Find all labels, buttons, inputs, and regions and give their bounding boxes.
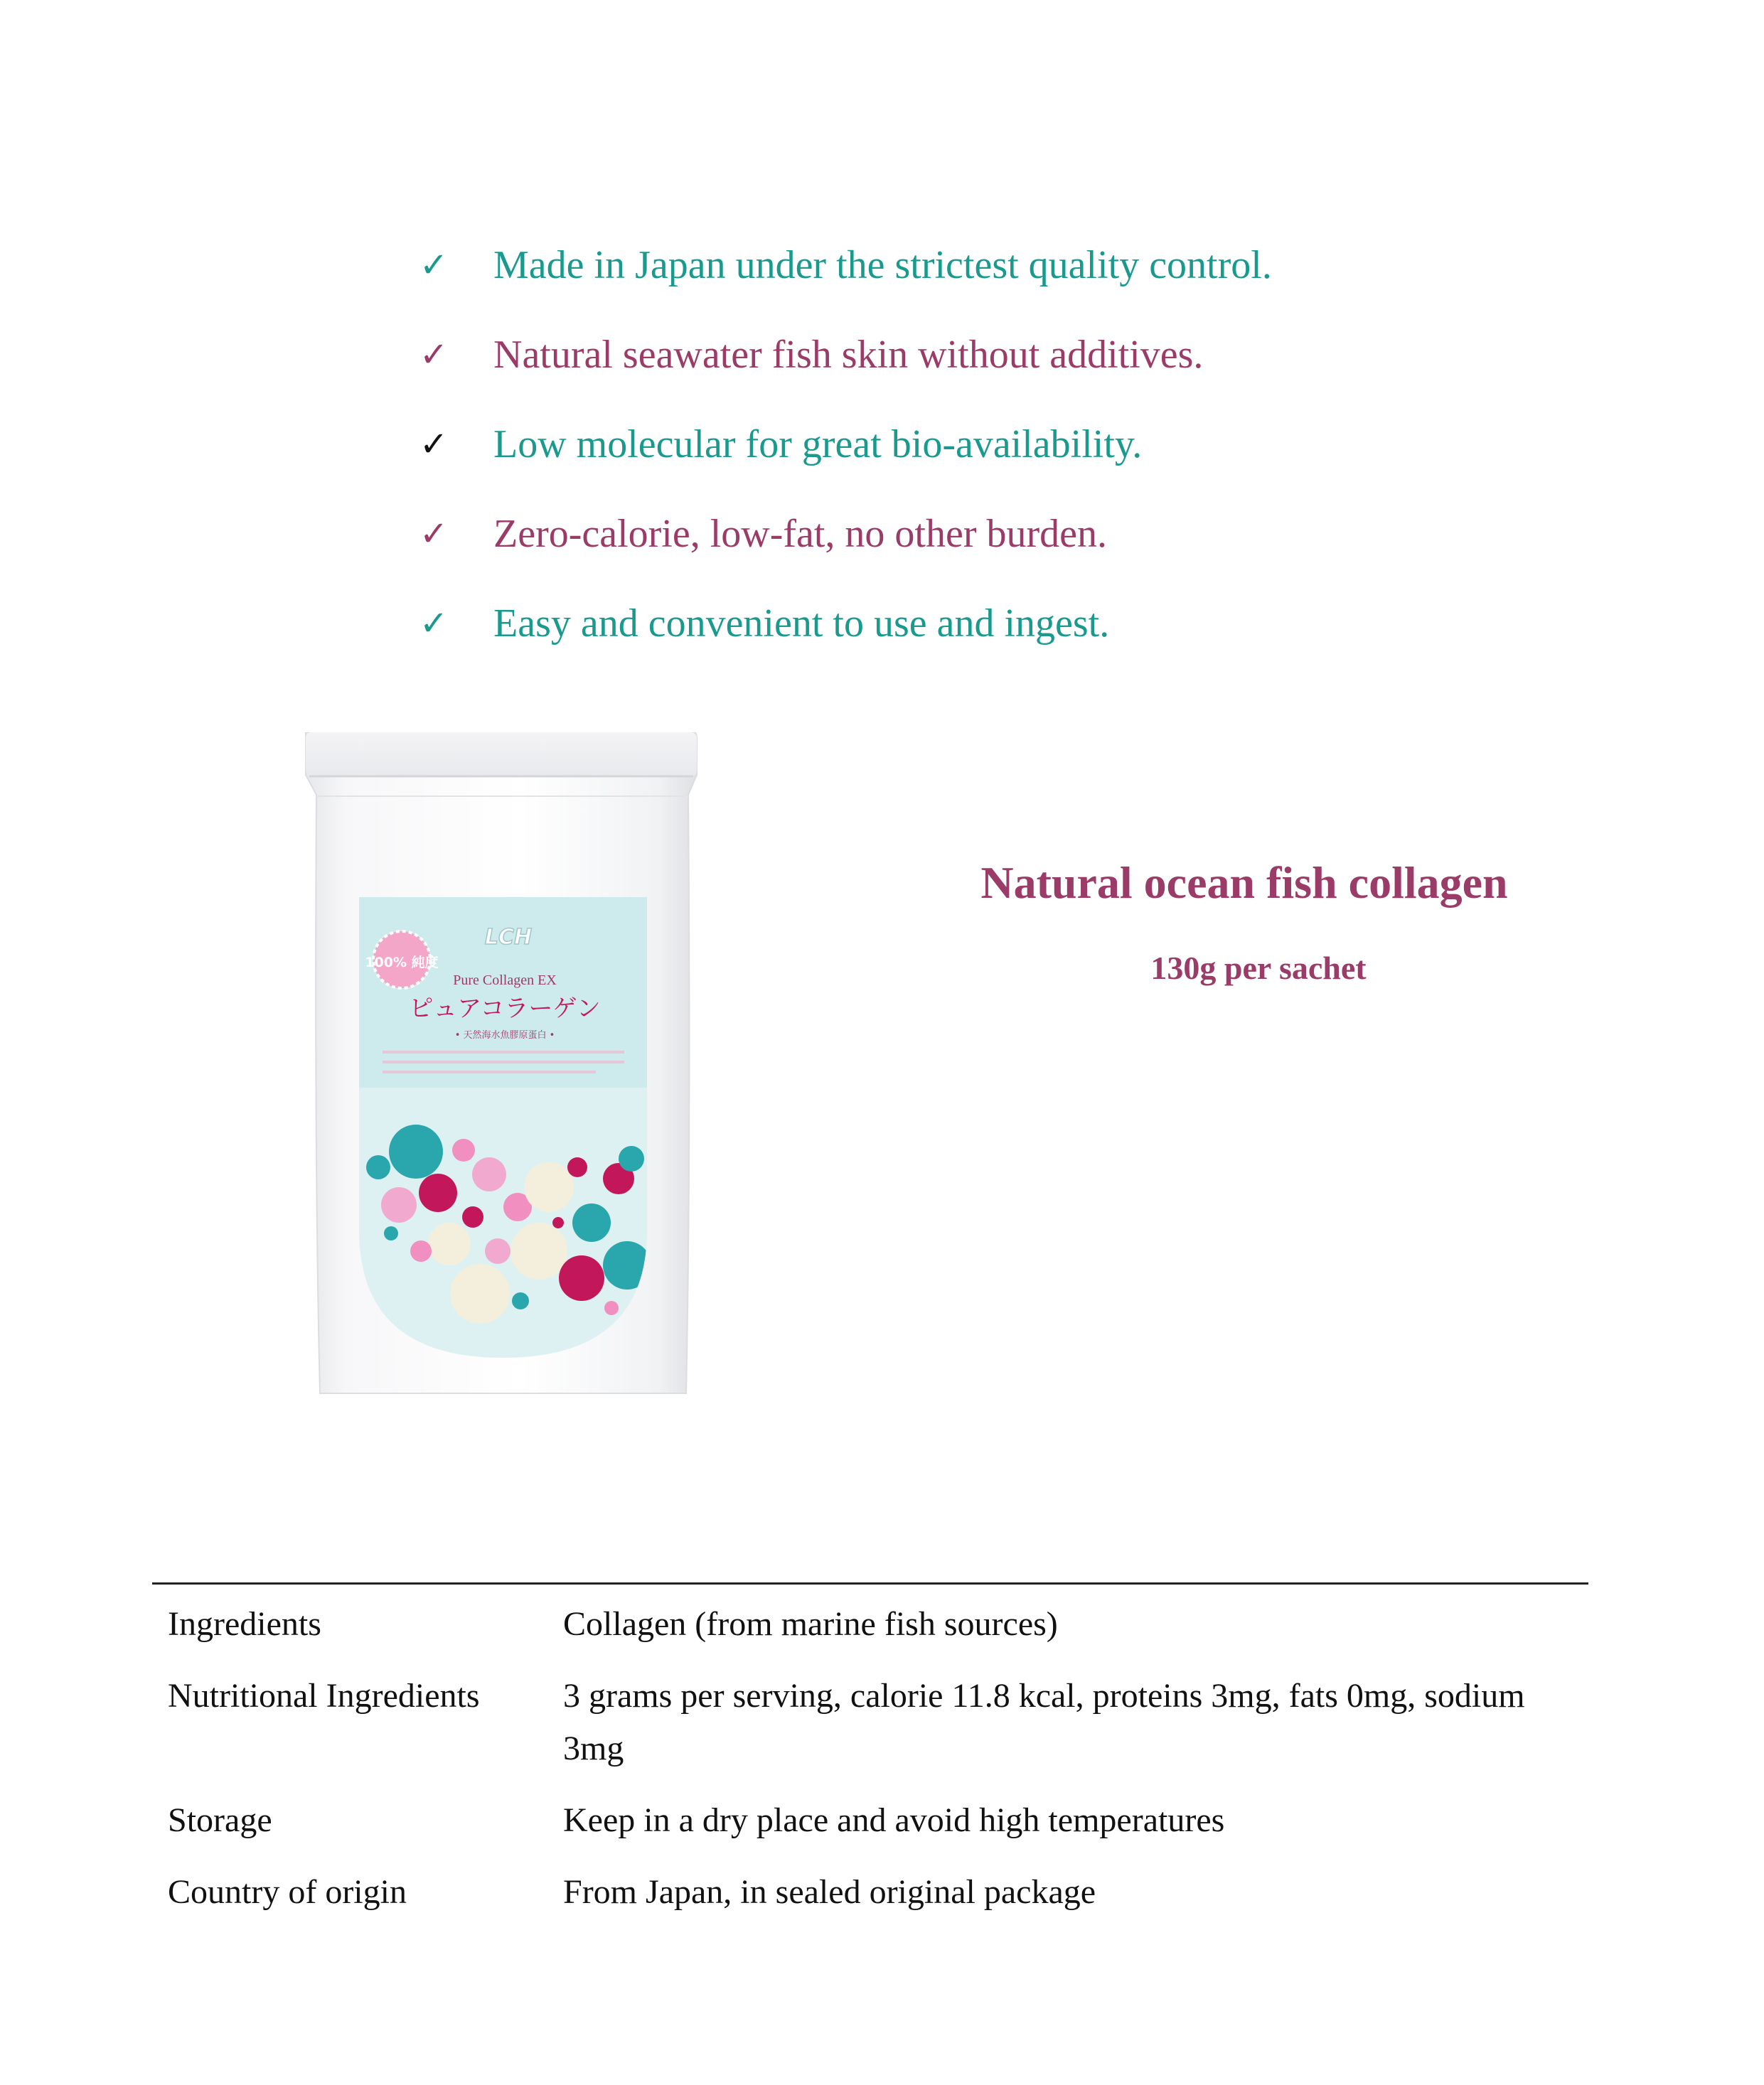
feature-text: Easy and convenient to use and ingest. xyxy=(493,601,1110,645)
spec-label: Country of origin xyxy=(168,1873,407,1911)
checkmark-icon: ✓ xyxy=(419,424,449,464)
spec-table-divider xyxy=(152,1582,1588,1585)
feature-text: Low molecular for great bio-availability. xyxy=(493,422,1143,466)
package-badge: 100% 純度 xyxy=(365,955,439,970)
feature-text: Zero-calorie, low-fat, no other burden. xyxy=(493,512,1107,556)
checkmark-icon: ✓ xyxy=(419,604,449,643)
spec-row xyxy=(168,1598,1583,1651)
feature-list xyxy=(419,220,1272,668)
feature-item xyxy=(419,310,1272,400)
product-title: Natural ocean fish collagen xyxy=(980,857,1508,908)
spec-row xyxy=(168,1866,1583,1919)
spec-row xyxy=(168,1670,1583,1775)
product-package-image xyxy=(299,732,704,1397)
package-japanese-name: ピュアコラーゲン xyxy=(409,995,601,1023)
feature-text: Natural seawater fish skin without additives. xyxy=(493,333,1204,377)
spec-value: From Japan, in sealed original package xyxy=(563,1873,1096,1911)
spec-value: Collagen (from marine fish sources) xyxy=(563,1605,1058,1643)
feature-item xyxy=(419,579,1272,668)
spec-row xyxy=(168,1794,1583,1847)
feature-text: Made in Japan under the strictest quality control. xyxy=(493,243,1272,287)
feature-item xyxy=(419,400,1272,489)
spec-value: Keep in a dry place and avoid high temperatures xyxy=(563,1801,1225,1839)
feature-item xyxy=(419,489,1272,579)
spec-table xyxy=(168,1598,1583,1938)
spec-label: Nutritional Ingredients xyxy=(168,1677,480,1715)
checkmark-icon: ✓ xyxy=(419,335,449,375)
feature-item xyxy=(419,220,1272,310)
product-size: 130g per sachet xyxy=(1150,950,1367,986)
package-brand: LCH xyxy=(484,925,533,950)
spec-value: 3 grams per serving, calorie 11.8 kcal, proteins 3mg, fats 0mg, sodium 3mg xyxy=(563,1677,1525,1767)
spec-label: Storage xyxy=(168,1801,272,1839)
checkmark-icon: ✓ xyxy=(419,245,449,285)
package-tagline: • 天然海水魚膠原蛋白 • xyxy=(454,1030,555,1041)
checkmark-icon: ✓ xyxy=(419,514,449,554)
package-subtitle: Pure Collagen EX xyxy=(453,972,557,988)
spec-label: Ingredients xyxy=(168,1605,321,1643)
